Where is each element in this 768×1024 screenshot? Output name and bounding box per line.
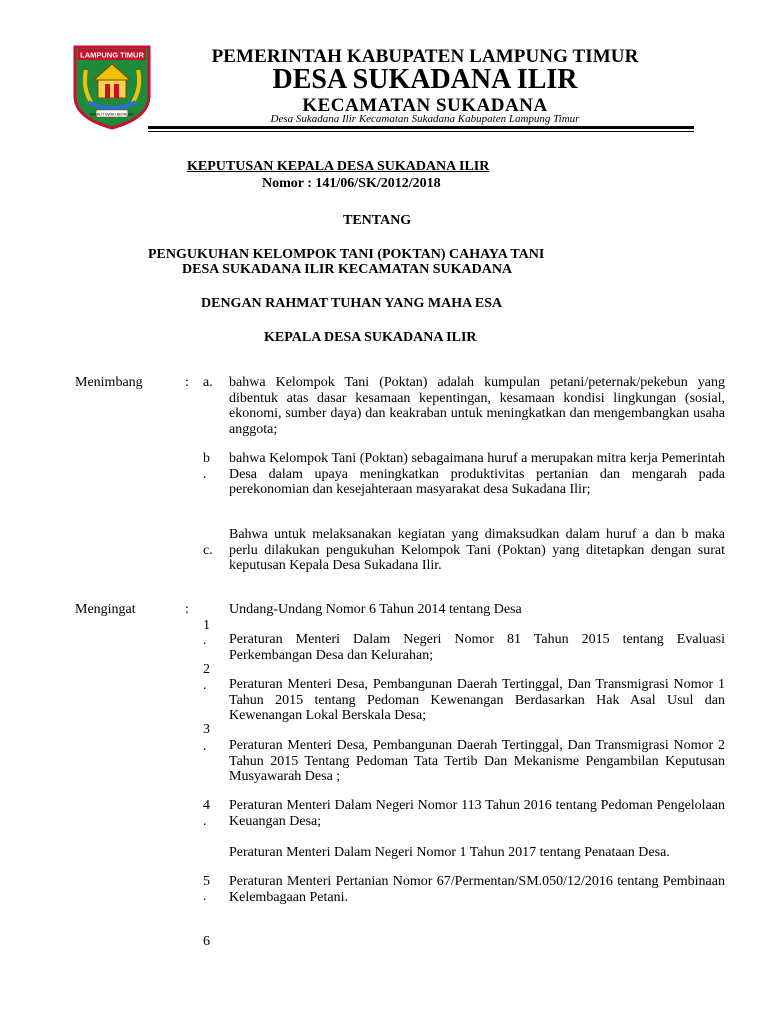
menimbang-colon: : <box>185 375 189 390</box>
village-head-line: KEPALA DESA SUKADANA ILIR <box>264 330 477 345</box>
mengingat-item-6: Peraturan Menteri Dalam Negeri Nomor 1 Tahun 2017 tentang Penataan Desa. <box>229 845 670 860</box>
mengingat-item-7: Peraturan Menteri Pertanian Nomor 67/Permentan/SM.050/12/2016 tentang Pembinaan Kelembagaan Petani. <box>229 874 725 905</box>
logo-motto-text: BUMEI TUWAH BEPADAN <box>90 112 134 117</box>
regency-emblem-logo <box>72 44 152 130</box>
decree-subject-line-1: PENGUKUHAN KELOMPOK TANI (POKTAN) CAHAYA TANI <box>148 247 545 262</box>
mengingat-marker-3: 3 <box>203 722 210 737</box>
menimbang-item-b: bahwa Kelompok Tani (Poktan) sebagaimana huruf a merupakan mitra kerja Pemerintah Desa dalam upaya meningkatkan produktivitas pertanian dan mengarah pada perekonomian dan kesejahteraan masyarakat desa Sukadana Ilir; <box>229 451 725 497</box>
mengingat-marker-1-dot: . <box>203 633 207 648</box>
mengingat-colon: : <box>185 602 189 617</box>
letterhead-village: DESA SUKADANA ILIR <box>272 64 578 95</box>
menimbang-item-a: bahwa Kelompok Tani (Poktan) adalah kumpulan petani/peternak/pekebun yang dibentuk atas dasar kesamaan kepentingan, kesamaan kondisi lingkungan (sosial, ekonomi, sumber daya) dan keakraban untuk meningkatkan dan mengembangkan usaha anggota; <box>229 375 725 437</box>
menimbang-marker-c: c. <box>203 543 213 558</box>
mengingat-marker-1: 1 <box>203 618 210 633</box>
mengingat-item-2: Peraturan Menteri Dalam Negeri Nomor 81 Tahun 2015 tentang Evaluasi Perkembangan Desa dan Kelurahan; <box>229 632 725 663</box>
decree-number: Nomor : 141/06/SK/2012/2018 <box>262 176 441 191</box>
mengingat-marker-4: 4 <box>203 798 210 813</box>
mengingat-item-1: Undang-Undang Nomor 6 Tahun 2014 tentang Desa <box>229 602 522 617</box>
mengingat-item-5: Peraturan Menteri Dalam Negeri Nomor 113 Tahun 2016 tentang Pedoman Pengelolaan Keuangan Desa; <box>229 798 725 829</box>
menimbang-label: Menimbang <box>75 375 143 390</box>
menimbang-item-c: Bahwa untuk melaksanakan kegiatan yang dimaksudkan dalam huruf a dan b maka perlu dilakukan pengukuhan Kelompok Tani (Poktan) yang ditetapkan dengan surat keputusan Kepala Desa Sukadana Ilir. <box>229 527 725 573</box>
mengingat-marker-5-dot: . <box>203 889 207 904</box>
decree-subject-line-2: DESA SUKADANA ILIR KECAMATAN SUKADANA <box>182 262 513 277</box>
decree-title: KEPUTUSAN KEPALA DESA SUKADANA ILIR <box>187 159 490 174</box>
blessing-line: DENGAN RAHMAT TUHAN YANG MAHA ESA <box>201 296 503 311</box>
menimbang-marker-a: a. <box>203 375 213 390</box>
mengingat-marker-3-dot: . <box>203 739 207 754</box>
menimbang-marker-b: b <box>203 451 210 466</box>
mengingat-item-4: Peraturan Menteri Desa, Pembangunan Daerah Tertinggal, Dan Transmigrasi Nomor 2 Tahun 2015 Tentang Pedoman Tata Tertib Dan Mekanisme Pengambilan Keputusan Musyawarah Desa ; <box>229 738 725 784</box>
letterhead-address: Desa Sukadana Ilir Kecamatan Sukadana Kabupaten Lampung Timur <box>270 113 580 125</box>
decree-about: TENTANG <box>343 213 412 228</box>
mengingat-label: Mengingat <box>75 602 136 617</box>
mengingat-marker-5: 5 <box>203 874 210 889</box>
letterhead-government: PEMERINTAH KABUPATEN LAMPUNG TIMUR <box>211 46 639 67</box>
letterhead-thick-rule <box>148 126 694 129</box>
letterhead-thin-rule <box>148 131 694 132</box>
letterhead-district: KECAMATAN SUKADANA <box>302 95 548 116</box>
mengingat-item-3: Peraturan Menteri Desa, Pembangunan Daerah Tertinggal, Dan Transmigrasi Nomor 1 Tahun 2015 tentang Pedoman Kewenangan Berdasarkan Hak Asal Usul dan Kewenangan Lokal Berskala Desa; <box>229 677 725 723</box>
logo-banner-text: LAMPUNG TIMUR <box>80 50 144 60</box>
mengingat-marker-2-dot: . <box>203 678 207 693</box>
mengingat-marker-2: 2 <box>203 662 210 677</box>
mengingat-marker-4-dot: . <box>203 814 207 829</box>
mengingat-marker-6: 6 <box>203 934 210 949</box>
menimbang-marker-b-dot: . <box>203 467 207 482</box>
